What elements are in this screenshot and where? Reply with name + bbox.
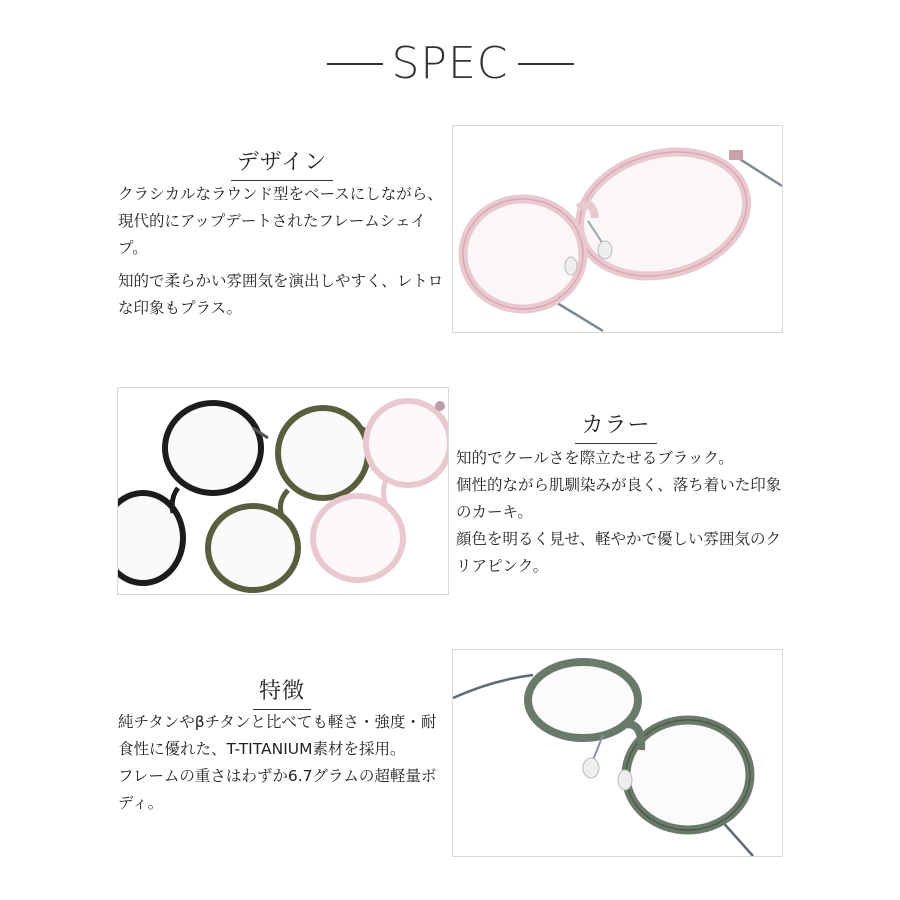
section-heading [452, 408, 780, 444]
features-paragraph: フレームの重さはわずか6.7グラムの超軽量ボディ。 [118, 767, 437, 812]
design-paragraph: 知的で柔らかい雰囲気を演出しやすく、レトロな印象もプラス。 [118, 272, 444, 317]
three-color-glasses-image [118, 388, 448, 594]
design-heading: デザイン [231, 145, 333, 181]
spec-header [0, 34, 900, 94]
color-text [456, 445, 786, 586]
section-heading [118, 145, 446, 181]
color-paragraph: 知的でクールさを際立たせるブラック。 [456, 449, 734, 467]
color-heading: カラー [575, 408, 656, 444]
features-text [118, 709, 448, 823]
design-photo [452, 125, 783, 333]
features-heading: 特徴 [253, 674, 311, 710]
khaki-glasses-image [453, 650, 782, 856]
features-paragraph: 純チタンやβチタンと比べても軽さ・強度・耐食性に優れた、T-TITANIUM素材を採用。 [118, 713, 437, 758]
color-paragraph: 顔色を明るく見せ、軽やかで優しい雰囲気のクリアピンク。 [456, 530, 782, 575]
features-photo [452, 649, 783, 857]
header-rule-left [327, 63, 383, 65]
clear-pink-glasses-image [453, 126, 782, 332]
color-photo [117, 387, 449, 595]
page-title: SPEC [391, 38, 509, 89]
color-paragraph: 個性的ながら肌馴染みが良く、落ち着いた印象のカーキ。 [456, 476, 782, 521]
design-paragraph: クラシカルなラウンド型をベースにしながら、現代的にアップデートされたフレームシェイプ。 [118, 185, 443, 257]
design-text [118, 181, 448, 328]
header-rule-right [518, 63, 574, 65]
section-heading [118, 674, 446, 710]
